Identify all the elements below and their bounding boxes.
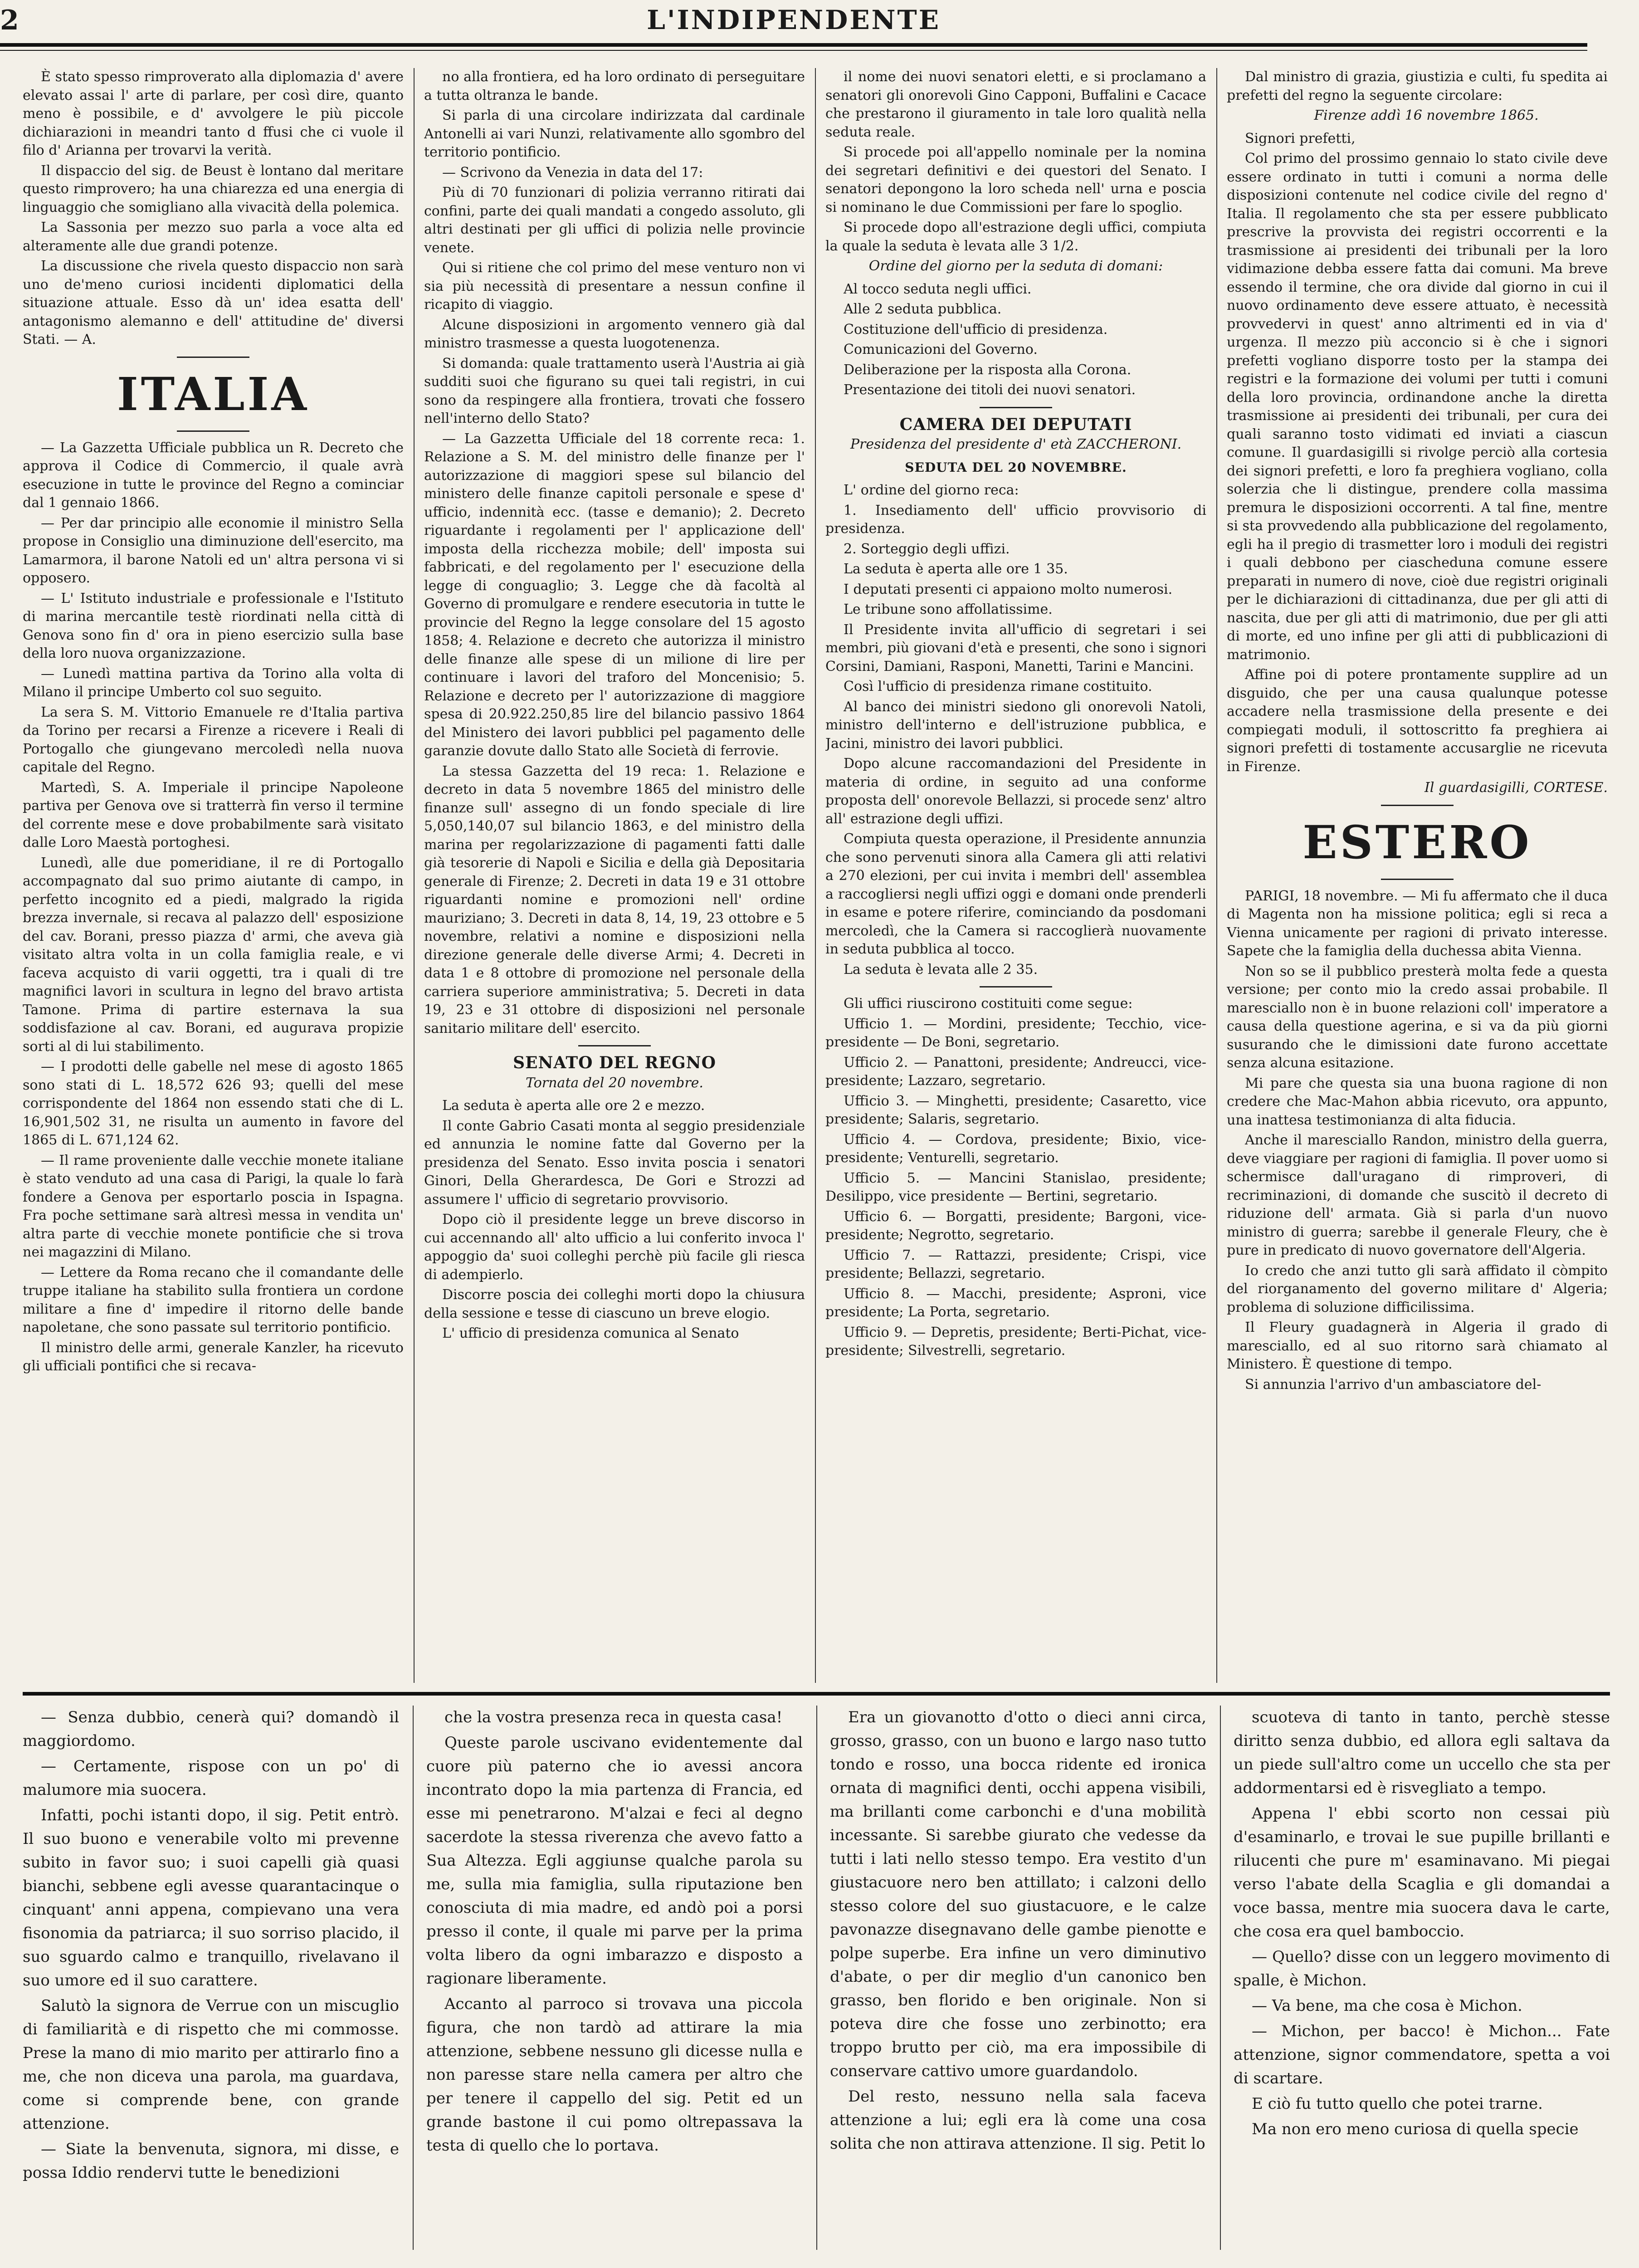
- feuilleton-paragraph: Queste parole uscivano evidentemente dal cuore più paterno che io avessi ancora incontrato dopo la mia partenza di Francia, ed esse mi penetrarono. M'alzai e feci al degno sacerdote la stessa riverenza che avevo fatto a Sua Altezza. Egli aggiunse qualche parola su me, sulla mia famiglia, sulla riputazione ben conosciuta di mia madre, ed andò poi a porsi presso il conte, il quale mi parve per la prima volta libero da ogni imbarazzo e disposto a ragionare liberamente.: [426, 1734, 803, 1988]
- column-rule: [1216, 68, 1217, 1683]
- italia-news: [23, 439, 404, 1376]
- uffici-item: Ufficio 4. — Cordova, presidente; Bixio, vice-presidente; Venturelli, segretario.: [825, 1131, 1206, 1166]
- separator: [578, 1045, 651, 1046]
- feuilleton-paragraph: Ma non ero meno curiosa di quella specie: [1252, 2120, 1579, 2138]
- camera-item: Le tribune sono affollatissime.: [844, 601, 1053, 617]
- news-item: Più di 70 funzionari di polizia verranno ritirati dai confini, parte dei quali mandati a congedo assoluto, gli altri destinati per gli uffici di polizia nelle provincie venete.: [424, 185, 805, 256]
- feuilleton-paragraph: — Senza dubbio, cenerà qui? domandò il maggiordomo.: [23, 1708, 399, 1750]
- uffici-item: Ufficio 5. — Mancini Stanislao, presidente; Desilippo, vice presidente — Bertini, segretario.: [825, 1170, 1206, 1204]
- separator: [1381, 805, 1454, 806]
- camera-item: I deputati presenti ci appaiono molto numerosi.: [844, 581, 1173, 597]
- feuilleton-rule: [1220, 1706, 1221, 2250]
- column-2: [424, 68, 805, 1683]
- camera-heading: CAMERA DEI DEPUTATI: [899, 415, 1132, 434]
- uffici-item: Ufficio 8. — Macchi, presidente; Asproni, vice presidente; La Porta, segretario.: [825, 1286, 1206, 1320]
- column-1: [23, 68, 404, 1683]
- newspaper-title: L'INDIPENDENTE: [647, 5, 941, 35]
- estero-item: Mi pare che questa sia una buona ragione di non credere che Mac-Mahon abbia ricevuto, ora appunto, una inattesa testimonianza di alta fiducia.: [1227, 1075, 1608, 1128]
- section-heading-italia: ITALIA: [117, 367, 309, 421]
- news-item: La stessa Gazzetta del 19 reca: 1. Relazione e decreto in data 5 novembre 1865 del ministro delle finanze sull' assegno di un fondo speciale di lire 5,050,140,07 sul bilancio 1863, e del ministro della marina per regolarizzazione di pagamenti fatti dalle già tesorerie di Napoli e Sicilia e della già Depositaria generale di Firenze; 2. Decreti in data 19 e 31 ottobre riguardanti nomine e promozioni nell' ordine mauriziano; 3. Decreti in data 8, 14, 19, 23 ottobre e 5 novembre, relativi a nomine e disposizioni nella direzione generale delle diverse Armi; 4. Decreti in data 1 e 8 ottobre di promozione nel personale della carriera superiore amministrativa; 5. Decreti in data 19, 23 e 31 ottobre di disposizioni nel personale sanitario militare dell' esercito.: [424, 763, 805, 1036]
- news-item: Qui si ritiene che col primo del mese venturo non vi sia più necessità di presentare a nessun confine il ricapito di viaggio.: [424, 260, 805, 313]
- paragraph: È stato spesso rimproverato alla diplomazia d' avere elevato assai l' arte di parlare, per così dire, quanto meno è possibile, e d' avvolgere le più piccole dichiarazioni in meandri tanto d ffusi che ci vuole il filo d' Arianna per trovarvi la verità.: [23, 69, 404, 158]
- senato-item: Discorre poscia dei colleghi morti dopo la chiusura della sessione e tesse di ciascuno un breve elogio.: [424, 1287, 805, 1321]
- paragraph: La discussione che rivela questo dispaccio non sarà uno de'meno curiosi incidenti diplomatici della situazione attuale. Esso dà un' idea esatta dell' antagonismo alemanno e dell' attitudine de' diversi Stati. — A.: [23, 258, 404, 347]
- camera-item: Così l'ufficio di presidenza rimane costituito.: [844, 679, 1152, 694]
- news-item: — La Gazzetta Ufficiale del 18 corrente reca: 1. Relazione a S. M. del ministro delle finanze per l' autorizzazione di maggiori spese sul bilancio del ministero delle finanze capitoli personale e spese d' ufficio, indennità ecc. (tasse e demanio); 2. Decreto riguardante i regolamenti per l' applicazione dell' imposta della ricchezza mobile; dell' imposta sui fabbricati, e del regolamento per l' esecuzione della legge di conguaglio; 3. Legge che dà facoltà al Governo di promulgare e rendere esecutoria in tutte le provincie del Regno la legge consolare del 15 agosto 1858; 4. Relazione e decreto che autorizza il ministro delle finanze alle spese di un milione di lire per continuare i lavori del traforo del Moncenisio; 5. Relazione e decreto per l' autorizzazione di maggiore spesa di 20.922.250,85 lire del bilancio passivo 1864 del Ministero dei lavori pubblici pel pagamento delle garanzie dovute dallo Stato alle Società di ferrovie.: [424, 430, 805, 759]
- feuilleton-paragraph: che la vostra presenza reca in questa casa!: [444, 1708, 783, 1726]
- feuilleton-paragraph: E ciò fu tutto quello che potei trarne.: [1252, 2095, 1543, 2113]
- news-item: no alla frontiera, ed ha loro ordinato di perseguitare a tutta oltranza le bande.: [424, 69, 805, 103]
- separator: [980, 986, 1052, 987]
- uffici-item: Gli uffici riuscirono costituiti come segue:: [844, 996, 1133, 1012]
- senato-item: Dopo ciò il presidente legge un breve discorso in cui accennando all' alto ufficio a lui conferito invoca l' appoggio da' suoi colleghi perchè più facile gli riesca di adempierlo.: [424, 1212, 805, 1283]
- ordine-item: Deliberazione per la risposta alla Corona.: [844, 362, 1132, 378]
- camera-item: La seduta è levata alle 2 35.: [844, 961, 1038, 978]
- ordine-item: Presentazione dei titoli dei nuovi senatori.: [844, 382, 1136, 398]
- estero-item: Si annunzia l'arrivo d'un ambasciatore del-: [1245, 1376, 1541, 1393]
- feuilleton-paragraph: Infatti, pochi istanti dopo, il sig. Petit entrò. Il suo buono e venerabile volto mi prevenne subito in favor suo; i suoi capelli già quasi bianchi, sebbene egli avesse quarantacinque o cinquant' anni appena, compievano una vera fisonomia da patriarca; il suo sorriso placido, il suo sguardo calmo e tranquillo, rivelavano il suo umore ed il suo carattere.: [23, 1806, 399, 1989]
- column-rule: [414, 68, 415, 1683]
- separator: [980, 407, 1052, 408]
- news-item: — Lunedì mattina partiva da Torino alla volta di Milano il principe Umberto col suo seguito.: [23, 665, 404, 700]
- news-item: — Per dar principio alle economie il ministro Sella propose in Consiglio una diminuzione dell'esercito, ma Lamarmora, il barone Natoli ed un' altra persona vi si opposero.: [23, 515, 404, 586]
- news-item: — L' Istituto industriale e professionale e l'Istituto di marina mercantile testè riordinati nella città di Genova sono fin d' ora in pieno esercizio sulla base della loro nuova organizzazione.: [23, 590, 404, 661]
- uffici-item: Ufficio 3. — Minghetti, presidente; Casaretto, vice presidente; Salaris, segretario.: [825, 1093, 1206, 1127]
- feuilleton-divider: [23, 1692, 1610, 1696]
- column-4: [1227, 68, 1608, 1683]
- circolare-item: Col primo del prossimo gennaio lo stato civile deve essere ordinato in tutti i comuni a norma delle disposizioni contenute nel codice civile del regno d' Italia. Il regolamento che sta per essere pubblicato prescrive la provvista dei registri occorrenti e la trasmissione ai presidenti dei tribunali per la loro vidimazione debba essere fatta dai comuni. Ma breve essendo il termine, che ora divide dal giorno in cui il nuovo ordinamento deve essere attuato, è necessità provvedervi in quest' anno altrimenti ed in via d' urgenza. Il mezzo più acconcio si è che i signori prefetti vogliano disporre tosto per la stampa dei registri e la formazione dei volumi per tutti i comuni della loro provincia, ordinandone anche la diretta trasmissione ai presidenti dei tribunali, per cura dei quali saranno tosto vidimati ed inviati a ciascun comune. Il guardasigilli si rivolge perciò alla cortesia dei signori prefetti, e loro fa preghiera vogliano, colla solerzia che li distingue, prendere colla massima premura le disposizioni occorrenti. A tal fine, mentre si sta provvedendo alla pubblicazione del regolamento, egli ha il pregio di trasmetter loro i moduli dei registri i quali debbono per ciascheduna comune essere preparati in numero di nove, cioè due registri originali per le dichiarazioni di cittadinanza, due per gli atti di nascita, due per gli atti di matrimonio, due per gli atti di morte, ed uno infine per gli atti di pubblicazioni di matrimonio.: [1227, 151, 1608, 663]
- separator: [177, 430, 249, 432]
- estero-item: Il Fleury guadagnerà in Algeria il grado di maresciallo, ed al suo ritorno sarà chiamato al Ministero. È questione di tempo.: [1227, 1320, 1608, 1372]
- news-item: Si parla di una circolare indirizzata dal cardinale Antonelli ai vari Nunzi, relativamente allo sgombro del territorio pontificio.: [424, 108, 805, 160]
- ordine-item: Costituzione dell'ufficio di presidenza.: [844, 321, 1108, 337]
- camera-item: L' ordine del giorno reca:: [844, 482, 1019, 498]
- camera-item: 2. Sorteggio degli uffizi.: [844, 541, 1010, 557]
- senato-item: il nome dei nuovi senatori eletti, e si proclamano a senatori gli onorevoli Gino Capponi, Buffalini e Cacace che prestarono il giuramento in tale loro qualità nella seduta reale.: [825, 69, 1206, 140]
- column-3: [825, 68, 1206, 1683]
- senato-item: La seduta è aperta alle ore 2 e mezzo.: [442, 1098, 705, 1114]
- camera-item: Dopo alcune raccomandazioni del Presidente in materia di ordine, in seguito ad una conforme proposta dell' onorevole Bellazzi, si procede senz' altro all' estrazione degli uffizi.: [825, 756, 1206, 827]
- feuilleton-column-2: [426, 1706, 803, 2250]
- paragraph: Il dispaccio del sig. de Beust è lontano dal meritare questo rimprovero; ha una chiarezza ed una energia di linguaggio che somigliano alla vivacità della polemica.: [23, 162, 404, 215]
- news-item: — Scrivono da Venezia in data del 17:: [442, 164, 703, 181]
- camera-item: La seduta è aperta alle ore 1 35.: [844, 561, 1068, 577]
- news-item: — Lettere da Roma recano che il comandante delle truppe italiane ha stabilito sulla frontiera un cordone militare a fine d' impedire il ritorno delle bande napoletane, che sono passate sul territorio pontificio.: [23, 1264, 404, 1335]
- feuilleton-column-3: [830, 1706, 1206, 2250]
- uffici-item: Ufficio 2. — Panattoni, presidente; Andreucci, vice-presidente; Lazzaro, segretario.: [825, 1054, 1206, 1089]
- masthead-rule: [0, 43, 1587, 47]
- feuilleton-paragraph: — Certamente, rispose con un po' di malumore mia suocera.: [23, 1757, 399, 1799]
- masthead-rule-thin: [0, 50, 1587, 51]
- section-heading-estero: ESTERO: [1302, 815, 1532, 869]
- circolare-signature: Il guardasigilli, CORTESE.: [1424, 780, 1608, 796]
- senato-subheading: Tornata del 20 novembre.: [526, 1075, 703, 1091]
- news-item: — I prodotti delle gabelle nel mese di agosto 1865 sono stati di L. 18,572 626 93; quelli del mese corrispondente del 1864 non essendo stati che di L. 16,901,502 31, ne risulta un aumento in favore del 1865 di L. 671,124 62.: [23, 1059, 404, 1148]
- estero-item: PARIGI, 18 novembre. — Mi fu affermato che il duca di Magenta non ha missione politica; egli si reca a Vienna unicamente per ragioni di privato interesse. Sapete che la famiglia della duchessa abita Vienna.: [1227, 888, 1608, 959]
- news-item: Si domanda: quale trattamento userà l'Austria ai già sudditi suoi che figurano su quei tali registri, in cui sono da respingere alla frontiera, trovati che fossero nell'interno dello Stato?: [424, 355, 805, 426]
- feuilleton-paragraph: Era un giovanotto d'otto o dieci anni circa, grosso, grasso, con un buono e largo naso tutto tondo e rosso, una bocca ridente ed ironica ornata di magnifici denti, occhi appena visibili, ma brillanti come carbonchi e d'una mobilità incessante. Si sarebbe giurato che vedesse da tutti i lati nello stesso tempo. Era vestito d'un giustacuore nero ben attillato; i calzoni dello stesso colore del suo giustacuore, e le calze pavonazze disegnavano delle gambe pienotte e polpe superbe. Era infine un vero diminutivo d'abate, o per dir meglio d'un canonico ben grasso, ben florido e ben originale. Non si poteva dire che fosse uno zerbinotto; era troppo brutto per ciò, ma era impossibile di conservare cattivo umore guardandolo.: [830, 1708, 1206, 2080]
- feuilleton-paragraph: — Quello? disse con un leggero movimento di spalle, è Michon.: [1234, 1948, 1610, 1989]
- camera-item: Il Presidente invita all'ufficio di segretari i sei membri, più giovani d'età e presenti, che sono i signori Corsini, Damiani, Rasponi, Manetti, Tarini e Mancini.: [825, 621, 1206, 675]
- circolare-salutation: Signori prefetti,: [1245, 130, 1356, 147]
- senato-item: Si procede dopo all'estrazione degli uffici, compiuta la quale la seduta è levata alle 3 1/2.: [825, 220, 1206, 254]
- feuilleton-paragraph: — Michon, per bacco! è Michon... Fate attenzione, signor commendatore, spetta a voi di scartare.: [1234, 2022, 1610, 2087]
- camera-item: Compiuta questa operazione, il Presidente annunzia che sono pervenuti sinora alla Camera gli atti relativi a 270 elezioni, per cui invita i membri dell' assemblea a raccogliersi negli uffizi oggi e domani onde prenderli in esame e potere riferire, cominciando da posdomani mercoledì, che la Camera si raccoglierà nuovamente in seduta pubblica al tocco.: [825, 831, 1206, 957]
- circolare-date: Firenze addì 16 novembre 1865.: [1314, 108, 1539, 123]
- ordine-del-giorno-heading: Ordine del giorno per la seduta di domani:: [868, 258, 1163, 274]
- separator: [177, 357, 249, 358]
- masthead: [0, 0, 1587, 54]
- circolare-item: Affine poi di potere prontamente supplire ad un disguido, che per una causa qualunque potesse accadere nella trasmissione della presente e dei compiegati moduli, il sottoscritto fa preghiera ai signori prefetti di tostamente accusarglie ne ricevuta in Firenze.: [1227, 667, 1608, 775]
- uffici-item: Ufficio 1. — Mordini, presidente; Tecchio, vice-presidente — De Boni, segretario.: [825, 1016, 1206, 1050]
- separator: [1381, 879, 1454, 880]
- feuilleton-paragraph: — Va bene, ma che cosa è Michon.: [1252, 1997, 1522, 2015]
- feuilleton-paragraph: Salutò la signora de Verrue con un miscuglio di familiarità e di rispetto che mi commosse. Prese la mano di mio marito per attirarlo fino a me, che non diceva una parola, ma guardava, come si comprende bene, con grande attenzione.: [23, 1997, 399, 2133]
- newspaper-page: [23, 54, 1610, 2268]
- ordine-item: Comunicazioni del Governo.: [844, 342, 1038, 357]
- estero-item: Anche il maresciallo Randon, ministro della guerra, deve viaggiare per ragioni di famiglia. Il pover uomo si schermisce dall'uragano di rimproveri, di recriminazioni, di domande che suscitò il decreto di riduzione dell' armata. Già si parla d'un nuovo ministro di guerra; sarebbe il generale Fleury, che è pure in predicato di nuovo governatore dell'Algeria.: [1227, 1132, 1608, 1258]
- uffici-item: Ufficio 7. — Rattazzi, presidente; Crispi, vice presidente; Bellazzi, segretario.: [825, 1247, 1206, 1281]
- circolare-item: Dal ministro di grazia, giustizia e culti, fu spedita ai prefetti del regno la seguente circolare:: [1227, 69, 1608, 103]
- camera-subheading: Presidenza del presidente d' età ZACCHERONI.: [850, 436, 1182, 452]
- news-item: Alcune disposizioni in argomento vennero già dal ministro trasmesse a questa luogotenenza.: [424, 317, 805, 351]
- paragraph: La Sassonia per mezzo suo parla a voce alta ed alteramente alle due grandi potenze.: [23, 220, 404, 254]
- page-number: 2: [0, 5, 19, 36]
- feuilleton-rule: [413, 1706, 414, 2250]
- news-item: Il ministro delle armi, generale Kanzler, ha ricevuto gli ufficiali pontifici che si recava-: [23, 1339, 404, 1374]
- feuilleton-paragraph: — Siate la benvenuta, signora, mi disse, e possa Iddio rendervi tutte le benedizioni: [23, 2140, 399, 2182]
- senato-heading: SENATO DEL REGNO: [513, 1053, 716, 1072]
- news-item: — La Gazzetta Ufficiale pubblica un R. Decreto che approva il Codice di Commercio, il quale avrà esecuzione in tutte le province del Regno a cominciar dal 1 gennaio 1866.: [23, 440, 404, 511]
- feuilleton-rule: [816, 1706, 817, 2250]
- camera-item: Al banco dei ministri siedono gli onorevoli Natoli, ministro dell'interno e dell'istruzione pubblica, e Jacini, ministro dei lavori pubblici.: [825, 699, 1206, 752]
- feuilleton-column-1: [23, 1706, 399, 2250]
- senato-item: Si procede poi all'appello nominale per la nomina dei segretari definitivi e dei questori del Senato. I senatori depongono la loro scheda nell' urna e poscia si nominano le due Commissioni per fare lo spoglio.: [825, 144, 1206, 215]
- column-rule: [815, 68, 816, 1683]
- senato-item: L' ufficio di presidenza comunica al Senato: [442, 1325, 739, 1341]
- estero-item: Io credo che anzi tutto gli sarà affidato il còmpito del riorganamento del governo militare d' Algeria; problema di soluzione difficilissima.: [1227, 1262, 1608, 1315]
- news-section: [23, 68, 1610, 1683]
- uffici-item: Ufficio 9. — Depretis, presidente; Berti-Pichat, vice-presidente; Silvestrelli, segretario.: [825, 1324, 1206, 1359]
- feuilleton-paragraph: Del resto, nessuno nella sala faceva attenzione a lui; egli era là come una cosa solita che non attirava attenzione. Il sig. Petit lo: [830, 2087, 1206, 2153]
- camera-seduta: SEDUTA DEL 20 NOVEMBRE.: [905, 459, 1127, 475]
- feuilleton-column-4: [1234, 1706, 1610, 2250]
- senato-item: Il conte Gabrio Casati monta al seggio presidenziale ed annunzia le nomine fatte dal Governo per la presidenza del Senato. Esso invita poscia i senatori Ginori, Della Gherardesca, De Gori e Strozzi ad assumere l' ufficio di segretario provvisorio.: [424, 1118, 805, 1207]
- intro-article: [23, 68, 404, 349]
- news-item: — Il rame proveniente dalle vecchie monete italiane è stato venduto ad una casa di Parigi, la quale lo farà fondere a Genova per esportarlo poscia in Ispagna. Fra poche settimane sarà altresì messa in vendita un' altra parte di vecchie monete pontificie che si trova nei magazzini di Milano.: [23, 1152, 404, 1260]
- feuilleton-paragraph: Accanto al parroco si trovava una piccola figura, che non tardò ad attirare la mia attenzione, sebbene nessuno gli dicesse nulla e non paresse stare nella camera per altro che per tenere il cappello del sig. Petit ed un grande bastone il cui pomo oltrepassava la testa di quello che lo portava.: [426, 1995, 803, 2155]
- estero-item: Non so se il pubblico presterà molta fede a questa versione; per conto mio la credo assai probabile. Il maresciallo non è in buone relazioni coll' imperatore a causa della questione agerina, e si va da più giorni susurando che le dimissioni date furono accettate senza alcuna esitazione.: [1227, 963, 1608, 1071]
- uffici-item: Ufficio 6. — Borgatti, presidente; Bargoni, vice-presidente; Negrotto, segretario.: [825, 1208, 1206, 1243]
- news-item: Lunedì, alle due pomeridiane, il re di Portogallo accompagnato dal suo primo aiutante di campo, in perfetto incognito ed a piedi, malgrado la rigida brezza invernale, si recava al palazzo dell' esposizione del cav. Borani, presso piazza d' armi, che aveva già visitato altra volta in un colla famiglia reale, e vi faceva acquisto di varii oggetti, tra i quali di tre magnifici lavori in scultura in legno del bravo artista Tamone. Prima di partire esternava la sua soddisfazione al cav. Borani, ed augurava propizie sorti al di lui stabilimento.: [23, 855, 404, 1055]
- camera-item: 1. Insediamento dell' ufficio provvisorio di presidenza.: [825, 502, 1206, 537]
- ordine-item: Al tocco seduta negli uffici.: [844, 281, 1032, 297]
- news-item: Martedì, S. A. Imperiale il principe Napoleone partiva per Genova ove si tratterrà fin verso il termine del corrente mese e dove probabilmente sarà visitato dalle Loro Maestà portoghesi.: [23, 779, 404, 850]
- ordine-item: Alle 2 seduta pubblica.: [844, 301, 1002, 317]
- feuilleton-paragraph: Appena l' ebbi scorto non cessai più d'esaminarlo, e trovai le sue pupille brillanti e rilucenti che pure m' esaminavano. Mi piegai verso l'abate della Scaglia e gli domandai a voce bassa, mentre mia suocera dava le carte, che cosa era quel bamboccio.: [1234, 1804, 1610, 1941]
- feuilleton-paragraph: scuoteva di tanto in tanto, perchè stesse diritto senza dubbio, ed allora egli saltava da un piede sull'altro come un uccello che sta per addormentarsi ed è risvegliato a tempo.: [1234, 1708, 1610, 1797]
- news-item: La sera S. M. Vittorio Emanuele re d'Italia partiva da Torino per recarsi a Firenze a ricevere i Reali di Portogallo che giungevano mercoledì nella nuova capitale del Regno.: [23, 704, 404, 775]
